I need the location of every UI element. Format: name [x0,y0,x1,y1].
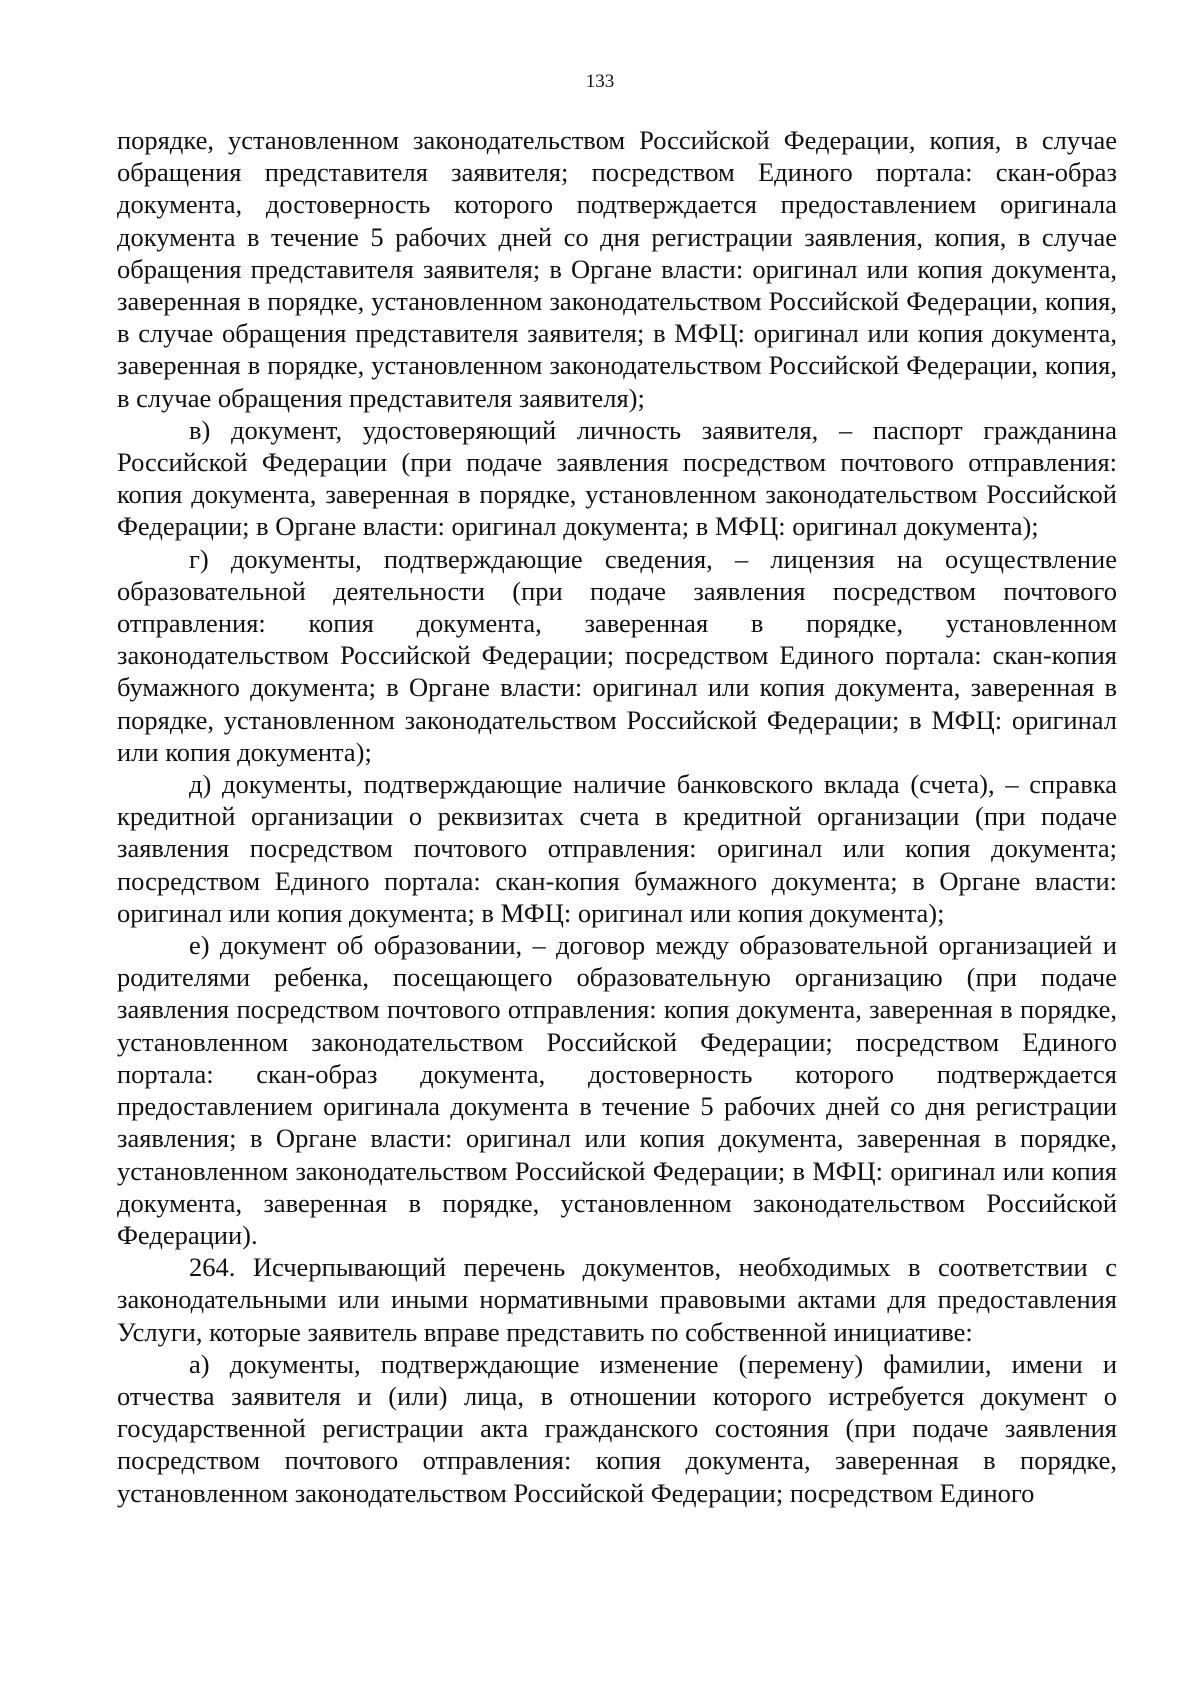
paragraph-item-v: в) документ, удостоверяющий личность заявителя, – паспорт гражданина Российской Федерации (при подаче заявления посредством почтового отправления: копия документа, заверенная в порядке, установленном законодательством Российской Федерации; в Органе власти: оригинал документа; в МФЦ: оригинал документа); [117,414,1117,542]
paragraph-item-e: е) документ об образовании, – договор между образовательной организацией и родителями ребенка, посещающего образовательную организацию (при подаче заявления посредством почтового отправления: копия документа, заверенная в порядке, установленном законодательством Российской Федерации; посредством Единого портала: скан-образ документа, достоверность которого подтверждается предоставлением оригинала документа в течение 5 рабочих дней со дня регистрации заявления; в Органе власти: оригинал или копия документа, заверенная в порядке, установленном законодательством Российской Федерации; в МФЦ: оригинал или копия документа, заверенная в порядке, установленном законодательством Российской Федерации). [117,930,1117,1250]
paragraph-section-264: 264. Исчерпывающий перечень документов, необходимых в соответствии с законодательными или иными нормативными правовыми актами для предоставления Услуги, которые заявитель вправе представить по собственной инициативе: [117,1252,1117,1347]
document-body [117,124,1117,1509]
paragraph-item-d: д) документы, подтверждающие наличие банковского вклада (счета), – справка кредитной организации о реквизитах счета в кредитной организации (при подаче заявления посредством почтового отправления: оригинал или копия документа; посредством Единого портала: скан-копия бумажного документа; в Органе власти: оригинал или копия документа; в МФЦ: оригинал или копия документа); [117,769,1117,928]
paragraph-item-g: г) документы, подтверждающие сведения, – лицензия на осуществление образовательной деятельности (при подаче заявления посредством почтового отправления: копия документа, заверенная в порядке, установленном законодательством Российской Федерации; посредством Единого портала: скан-копия бумажного документа; в Органе власти: оригинал или копия документа, заверенная в порядке, установленном законодательством Российской Федерации; в МФЦ: оригинал или копия документа); [117,543,1117,767]
paragraph-continuation: порядке, установленном законодательством Российской Федерации, копия, в случае обращения представителя заявителя; посредством Единого портала: скан-образ документа, достоверность которого подтверждается предоставлением оригинала документа в течение 5 рабочих дней со дня регистрации заявления, копия, в случае обращения представителя заявителя; в Органе власти: оригинал или копия документа, заверенная в порядке, установленном законодательством Российской Федерации, копия, в случае обращения представителя заявителя; в МФЦ: оригинал или копия документа, заверенная в порядке, установленном законодательством Российской Федерации, копия, в случае обращения представителя заявителя); [117,125,1117,413]
paragraph-item-a: а) документы, подтверждающие изменение (перемену) фамилии, имени и отчества заявителя и (или) лица, в отношении которого истребуется документ о государственной регистрации акта гражданского состояния (при подаче заявления посредством почтового отправления: копия документа, заверенная в порядке, установленном законодательством Российской Федерации; посредством Единого [117,1348,1117,1508]
page-number: 133 [585,71,615,92]
